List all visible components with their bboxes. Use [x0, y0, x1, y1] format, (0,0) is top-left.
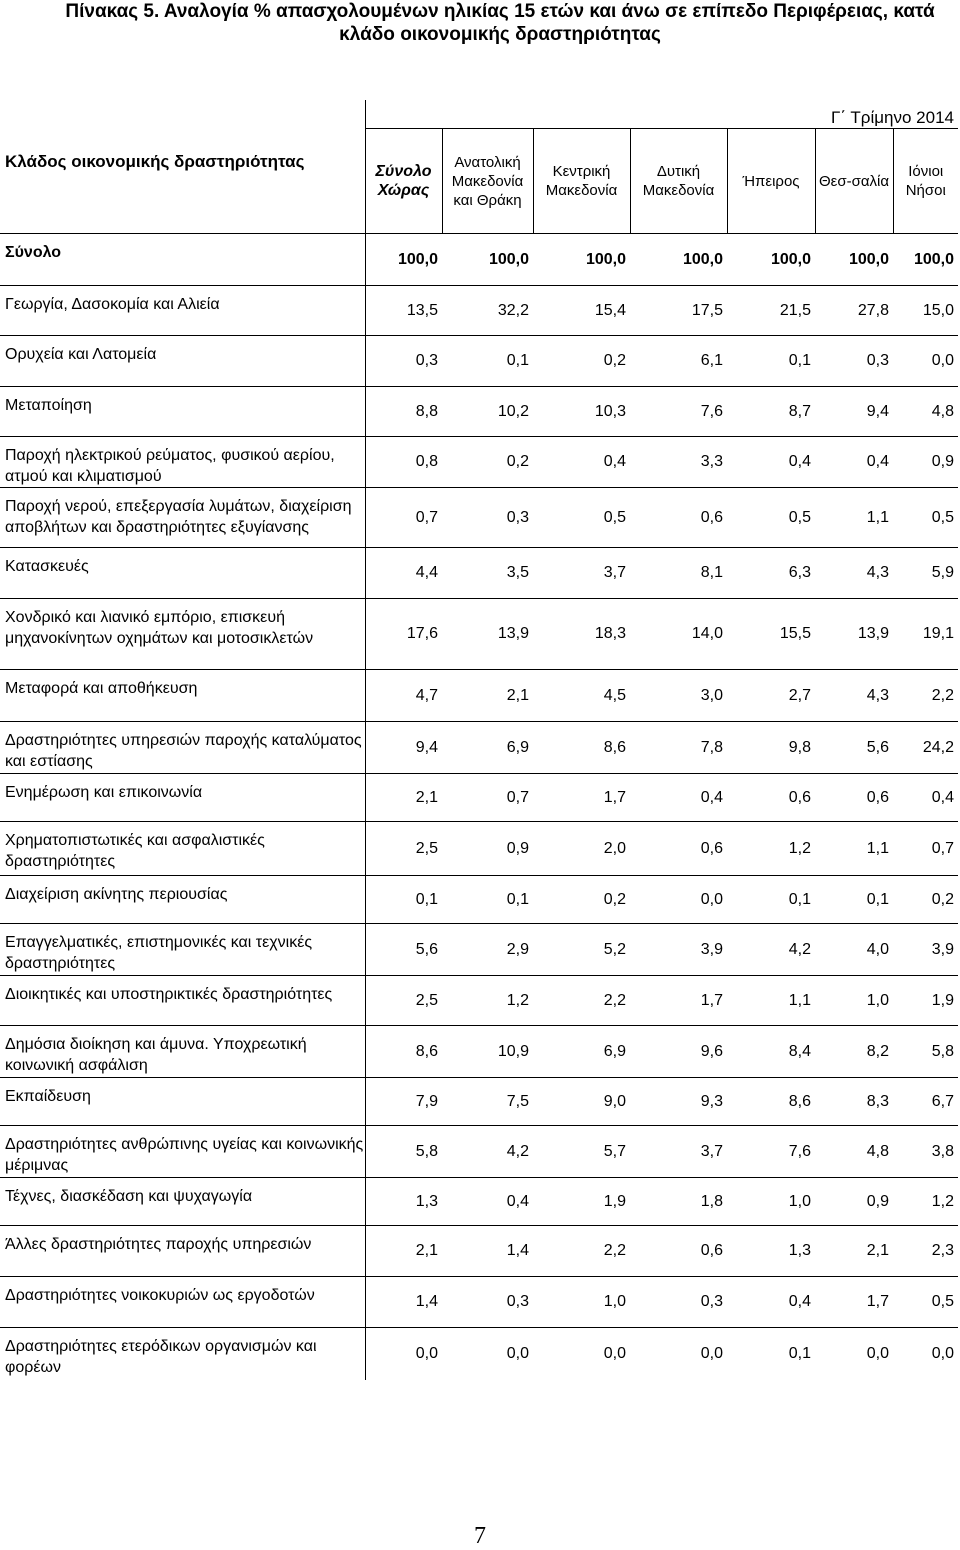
table-cell: 0,0	[893, 336, 958, 387]
row-label: Επαγγελματικές, επιστημονικές και τεχνικές δραστηριότητες	[0, 924, 365, 976]
table-cell: 0,6	[815, 774, 893, 822]
table-cell: 0,7	[365, 488, 442, 548]
table-cell: 1,3	[727, 1226, 815, 1277]
table-cell: 0,4	[630, 774, 727, 822]
table-cell: 10,9	[442, 1026, 533, 1078]
table-cell: 2,2	[533, 1226, 630, 1277]
table-cell: 100,0	[533, 234, 630, 286]
table-cell: 4,3	[815, 670, 893, 722]
row-label: Δραστηριότητες ετερόδικων οργανισμών και φορέων	[0, 1328, 365, 1380]
table-cell: 0,2	[533, 876, 630, 924]
table-row	[0, 599, 958, 670]
table-row	[0, 437, 958, 488]
table-cell: 32,2	[442, 286, 533, 336]
table-title: Πίνακας 5. Αναλογία % απασχολουμένων ηλικίας 15 ετών και άνω σε επίπεδο Περιφέρειας, κατά κλάδο οικονομικής δραστηριότητας	[65, 1, 935, 45]
table-cell: 21,5	[727, 286, 815, 336]
table-cell: 1,8	[630, 1178, 727, 1226]
table-cell: 0,2	[442, 437, 533, 488]
table-cell: 0,7	[893, 822, 958, 876]
table-cell: 0,8	[365, 437, 442, 488]
table-cell: 9,4	[365, 722, 442, 774]
table-cell: 9,3	[630, 1078, 727, 1126]
table-cell: 0,0	[630, 1328, 727, 1380]
row-label: Γεωργία, Δασοκομία και Αλιεία	[0, 286, 365, 336]
row-header: Κλάδος οικονομικής δραστηριότητας	[5, 152, 305, 171]
table-cell: 1,2	[442, 976, 533, 1026]
row-label: Δημόσια διοίκηση και άμυνα. Υποχρεωτική κοινωνική ασφάλιση	[0, 1026, 365, 1078]
table-row	[0, 976, 958, 1026]
table-cell: 1,4	[365, 1277, 442, 1328]
table-cell: 2,5	[365, 822, 442, 876]
table-cell: 0,3	[630, 1277, 727, 1328]
table-cell: 7,9	[365, 1078, 442, 1126]
table-cell: 9,4	[815, 387, 893, 437]
table-cell: 0,0	[815, 1328, 893, 1380]
row-label: Παροχή νερού, επεξεργασία λυμάτων, διαχείριση αποβλήτων και δραστηριότητες εξυγίανσης	[0, 488, 365, 548]
table-cell: 3,3	[630, 437, 727, 488]
table-cell: 0,3	[442, 488, 533, 548]
row-label: Ενημέρωση και επικοινωνία	[0, 774, 365, 822]
table-cell: 6,7	[893, 1078, 958, 1126]
table-row	[0, 876, 958, 924]
table-cell: 5,6	[365, 924, 442, 976]
table-cell: 4,5	[533, 670, 630, 722]
table-cell: 100,0	[815, 234, 893, 286]
table-row	[0, 548, 958, 599]
table-cell: 0,1	[727, 876, 815, 924]
table-cell: 5,7	[533, 1126, 630, 1178]
table-cell: 4,4	[365, 548, 442, 599]
table-row	[0, 670, 958, 722]
table-cell: 0,9	[893, 437, 958, 488]
table-row	[0, 336, 958, 387]
table-cell: 0,1	[365, 876, 442, 924]
table-cell: 3,8	[893, 1126, 958, 1178]
table-cell: 0,4	[727, 437, 815, 488]
table-row	[0, 1226, 958, 1277]
table-cell: 10,3	[533, 387, 630, 437]
table-cell: 5,8	[365, 1126, 442, 1178]
table-cell: 0,5	[893, 1277, 958, 1328]
table-body	[0, 234, 958, 1380]
table-cell: 0,3	[365, 336, 442, 387]
table-cell: 0,6	[630, 488, 727, 548]
table-row	[0, 1328, 958, 1380]
table-cell: 5,9	[893, 548, 958, 599]
table-cell: 19,1	[893, 599, 958, 670]
table-cell: 3,5	[442, 548, 533, 599]
table-cell: 3,7	[533, 548, 630, 599]
table-row	[0, 822, 958, 876]
table-cell: 17,5	[630, 286, 727, 336]
table-cell: 0,4	[533, 437, 630, 488]
table-cell: 0,5	[727, 488, 815, 548]
table-row	[0, 1277, 958, 1328]
table-cell: 1,7	[533, 774, 630, 822]
table-cell: 1,0	[815, 976, 893, 1026]
row-label: Χονδρικό και λιανικό εμπόριο, επισκευή μηχανοκίνητων οχημάτων και μοτοσικλετών	[0, 599, 365, 670]
table-cell: 8,3	[815, 1078, 893, 1126]
table-cell: 0,0	[442, 1328, 533, 1380]
table-cell: 5,6	[815, 722, 893, 774]
table-cell: 1,9	[533, 1178, 630, 1226]
table-cell: 9,6	[630, 1026, 727, 1078]
row-label: Χρηματοπιστωτικές και ασφαλιστικές δραστηριότητες	[0, 822, 365, 876]
table-cell: 0,1	[442, 336, 533, 387]
column-header: Ανατολική Μακεδονία και Θράκη	[442, 129, 533, 234]
table-cell: 13,9	[815, 599, 893, 670]
table-cell: 1,0	[533, 1277, 630, 1328]
table-cell: 3,0	[630, 670, 727, 722]
table-cell: 10,2	[442, 387, 533, 437]
row-label: Τέχνες, διασκέδαση και ψυχαγωγία	[0, 1178, 365, 1226]
table-cell: 0,3	[815, 336, 893, 387]
table-cell: 2,2	[533, 976, 630, 1026]
table-cell: 100,0	[630, 234, 727, 286]
employment-table	[0, 100, 958, 1380]
table-cell: 1,7	[630, 976, 727, 1026]
table-cell: 9,0	[533, 1078, 630, 1126]
table-cell: 15,4	[533, 286, 630, 336]
table-cell: 6,3	[727, 548, 815, 599]
row-label: Άλλες δραστηριότητες παροχής υπηρεσιών	[0, 1226, 365, 1277]
row-label: Μεταφορά και αποθήκευση	[0, 670, 365, 722]
table-cell: 18,3	[533, 599, 630, 670]
table-cell: 0,4	[442, 1178, 533, 1226]
table-cell: 0,9	[442, 822, 533, 876]
table-cell: 0,6	[630, 1226, 727, 1277]
table-cell: 0,0	[365, 1328, 442, 1380]
table-cell: 13,9	[442, 599, 533, 670]
column-header: Ήπειρος	[727, 129, 815, 234]
table-cell: 100,0	[727, 234, 815, 286]
table-cell: 8,1	[630, 548, 727, 599]
table-cell: 100,0	[893, 234, 958, 286]
table-cell: 4,3	[815, 548, 893, 599]
row-label: Σύνολο	[0, 234, 365, 286]
table-cell: 1,7	[815, 1277, 893, 1328]
table-cell: 2,9	[442, 924, 533, 976]
row-label: Παροχή ηλεκτρικού ρεύματος, φυσικού αερίου, ατμού και κλιματισμού	[0, 437, 365, 488]
row-label: Δραστηριότητες ανθρώπινης υγείας και κοινωνικής μέριμνας	[0, 1126, 365, 1178]
table-cell: 2,7	[727, 670, 815, 722]
table-cell: 5,8	[893, 1026, 958, 1078]
table-cell: 0,5	[533, 488, 630, 548]
table-cell: 1,2	[727, 822, 815, 876]
table-cell: 8,8	[365, 387, 442, 437]
table-row	[0, 1126, 958, 1178]
table-row	[0, 924, 958, 976]
table-cell: 8,2	[815, 1026, 893, 1078]
table-cell: 8,6	[365, 1026, 442, 1078]
table-cell: 7,8	[630, 722, 727, 774]
table-cell: 2,1	[365, 1226, 442, 1277]
table-cell: 8,6	[727, 1078, 815, 1126]
table-cell: 4,2	[727, 924, 815, 976]
row-label: Δραστηριότητες νοικοκυριών ως εργοδοτών	[0, 1277, 365, 1328]
table-cell: 0,3	[442, 1277, 533, 1328]
table-cell: 1,1	[727, 976, 815, 1026]
page-number: 7	[474, 1523, 486, 1549]
table-row	[0, 286, 958, 336]
period-header: Γ΄ Τρίμηνο 2014	[365, 100, 958, 129]
table-cell: 4,0	[815, 924, 893, 976]
table-cell: 17,6	[365, 599, 442, 670]
column-header: Ιόνιοι Νήσοι	[893, 129, 958, 234]
column-header: Σύνολο Χώρας	[365, 129, 442, 234]
table-cell: 4,8	[893, 387, 958, 437]
row-label: Δραστηριότητες υπηρεσιών παροχής καταλύματος και εστίασης	[0, 722, 365, 774]
table-cell: 3,7	[630, 1126, 727, 1178]
table-cell: 27,8	[815, 286, 893, 336]
column-header: Δυτική Μακεδονία	[630, 129, 727, 234]
table-row	[0, 488, 958, 548]
table-row	[0, 1078, 958, 1126]
table-row	[0, 1178, 958, 1226]
table-row	[0, 722, 958, 774]
table-cell: 14,0	[630, 599, 727, 670]
table-cell: 2,1	[442, 670, 533, 722]
table-cell: 0,6	[630, 822, 727, 876]
row-label: Μεταποίηση	[0, 387, 365, 437]
table-cell: 6,1	[630, 336, 727, 387]
table-row	[0, 234, 958, 286]
table-cell: 2,2	[893, 670, 958, 722]
table-cell: 1,0	[727, 1178, 815, 1226]
table-row	[0, 774, 958, 822]
table-cell: 5,2	[533, 924, 630, 976]
table-row	[0, 387, 958, 437]
table-cell: 3,9	[630, 924, 727, 976]
table-cell: 1,1	[815, 822, 893, 876]
table-cell: 0,1	[727, 336, 815, 387]
table-cell: 1,3	[365, 1178, 442, 1226]
table-cell: 3,9	[893, 924, 958, 976]
table-cell: 0,2	[893, 876, 958, 924]
table-cell: 0,1	[727, 1328, 815, 1380]
column-header: Θεσ-σαλία	[815, 129, 893, 234]
row-label: Ορυχεία και Λατομεία	[0, 336, 365, 387]
table-cell: 8,7	[727, 387, 815, 437]
table-cell: 7,6	[727, 1126, 815, 1178]
table-cell: 7,6	[630, 387, 727, 437]
table-cell: 0,6	[727, 774, 815, 822]
table-cell: 8,6	[533, 722, 630, 774]
table-cell: 1,2	[893, 1178, 958, 1226]
table-cell: 2,5	[365, 976, 442, 1026]
table-cell: 0,4	[815, 437, 893, 488]
table-cell: 2,0	[533, 822, 630, 876]
table-cell: 0,1	[442, 876, 533, 924]
table-cell: 15,5	[727, 599, 815, 670]
table-cell: 0,9	[815, 1178, 893, 1226]
table-cell: 2,3	[893, 1226, 958, 1277]
table-cell: 13,5	[365, 286, 442, 336]
table-cell: 15,0	[893, 286, 958, 336]
table-cell: 2,1	[365, 774, 442, 822]
row-label: Διαχείριση ακίνητης περιουσίας	[0, 876, 365, 924]
table-cell: 2,1	[815, 1226, 893, 1277]
table-row	[0, 1026, 958, 1078]
table-cell: 0,4	[893, 774, 958, 822]
table-cell: 6,9	[442, 722, 533, 774]
row-label: Διοικητικές και υποστηρικτικές δραστηριότητες	[0, 976, 365, 1026]
table-cell: 0,7	[442, 774, 533, 822]
table-cell: 0,2	[533, 336, 630, 387]
table-cell: 7,5	[442, 1078, 533, 1126]
table-cell: 8,4	[727, 1026, 815, 1078]
table-cell: 0,0	[893, 1328, 958, 1380]
table-cell: 0,0	[533, 1328, 630, 1380]
table-cell: 9,8	[727, 722, 815, 774]
table-cell: 1,4	[442, 1226, 533, 1277]
table-cell: 0,4	[727, 1277, 815, 1328]
table-cell: 4,2	[442, 1126, 533, 1178]
row-label: Κατασκευές	[0, 548, 365, 599]
table-cell: 1,9	[893, 976, 958, 1026]
table-cell: 100,0	[442, 234, 533, 286]
row-label: Εκπαίδευση	[0, 1078, 365, 1126]
column-header: Κεντρική Μακεδονία	[533, 129, 630, 234]
table-cell: 6,9	[533, 1026, 630, 1078]
table-cell: 100,0	[365, 234, 442, 286]
table-cell: 0,0	[630, 876, 727, 924]
table-cell: 4,7	[365, 670, 442, 722]
table-cell: 24,2	[893, 722, 958, 774]
table-cell: 1,1	[815, 488, 893, 548]
table-cell: 0,5	[893, 488, 958, 548]
table-cell: 0,1	[815, 876, 893, 924]
table-cell: 4,8	[815, 1126, 893, 1178]
